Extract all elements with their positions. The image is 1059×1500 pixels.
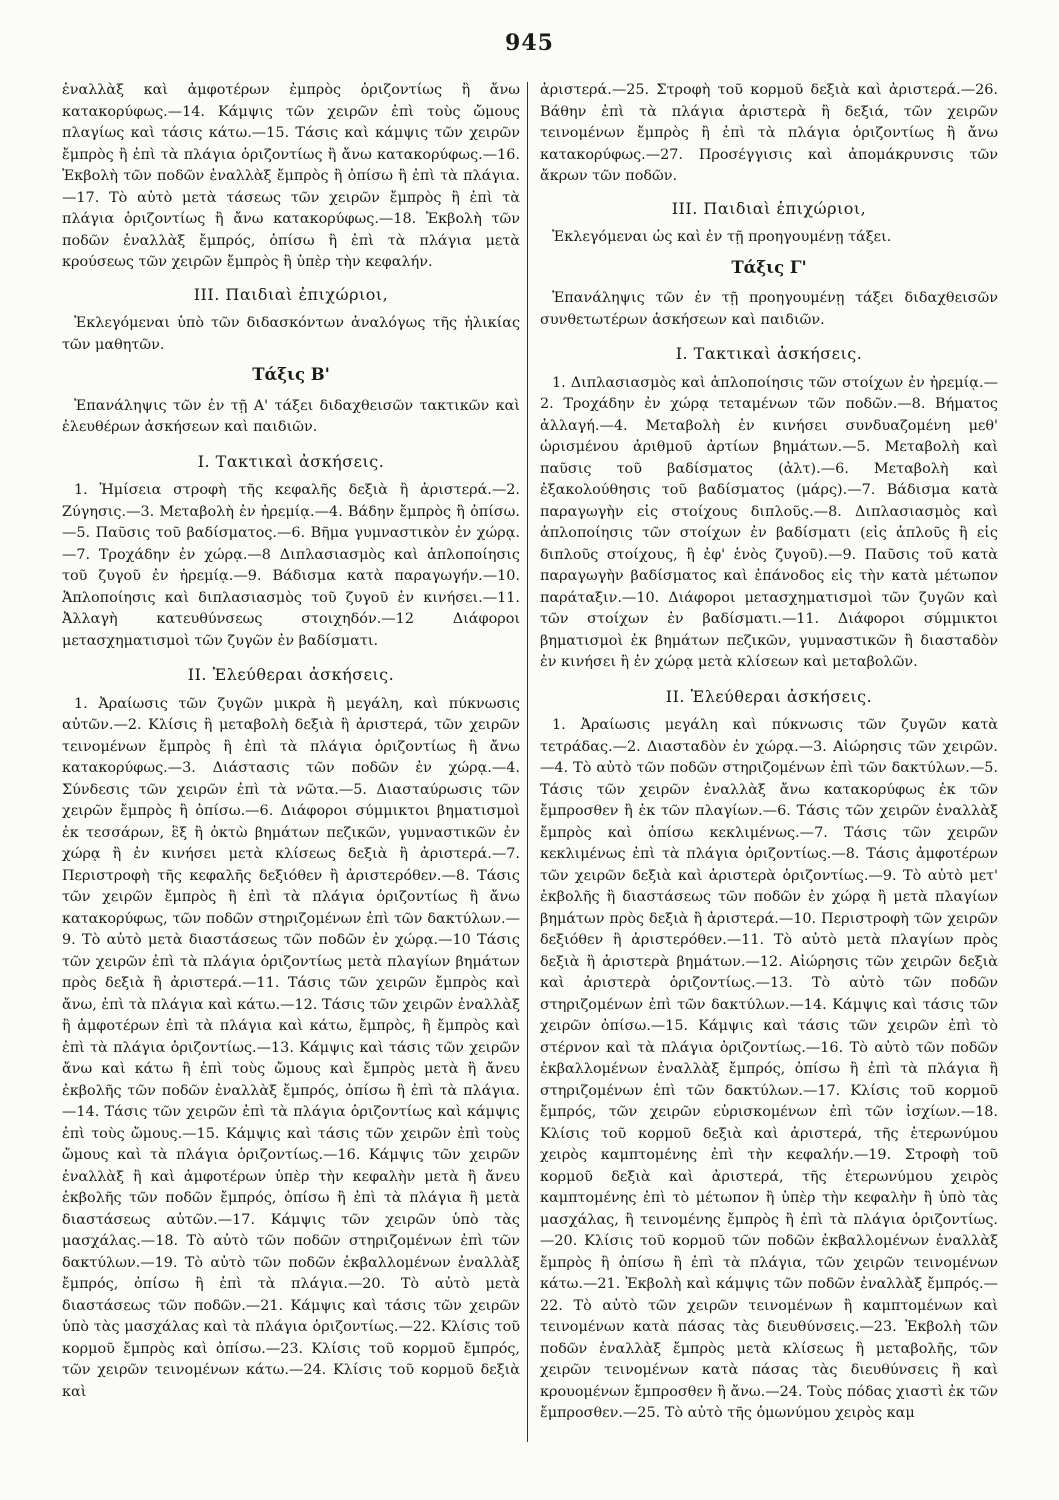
- section-heading-games: III. Παιδιαὶ ἐπιχώριοι,: [193, 284, 389, 304]
- class-heading: Τάξις Γ': [731, 257, 807, 277]
- paragraph: 1. Ἡμίσεια στροφὴ τῆς κεφαλῆς δεξιὰ ἢ ἀριστερά.—2. Ζύγησις.—3. Μεταβολὴ ἐν ἠρεμίᾳ.—4. Βάδην ἔμπρὸς ἢ ὀπίσω.—5. Παῦσις τοῦ βαδίσματος.—6. Βῆμα γυμναστικὸν ἐν χώρᾳ.—7. Τροχάδην ἐν χώρᾳ.—8 Διπλασιασμὸς καὶ ἁπλοποίησις τοῦ ζυγοῦ ἐν ἠρεμίᾳ.—9. Βάδισμα κατὰ παραγωγήν.—10. Ἁπλοποίησις καὶ διπλασιασμὸς τοῦ ζυγοῦ ἐν κινήσει.—11. Ἀλλαγὴ κατευθύνσεως στοιχηδόν.—12 Διάφοροι μετασχηματισμοὶ τῶν ζυγῶν ἐν βαδίσματι.: [62, 482, 520, 649]
- paragraph: Ἐκλεγόμεναι ὑπὸ τῶν διδασκόντων ἀναλόγως τῆς ἡλικίας τῶν μαθητῶν.: [62, 315, 520, 353]
- right-column: [540, 80, 998, 1425]
- section-heading-tactical: I. Τακτικαὶ ἀσκήσεις.: [197, 451, 385, 471]
- column-divider: [527, 82, 528, 1442]
- class-heading: Τάξις Β': [252, 365, 330, 384]
- left-column: [62, 80, 520, 1403]
- section-heading-games: III. Παιδιαὶ ἐπιχώριοι,: [671, 198, 867, 218]
- paragraph: Ἐπανάληψις τῶν ἐν τῇ προηγουμένῃ τάξει διδαχθεισῶν συνθετωτέρων ἀσκήσεων καὶ παιδιῶν.: [540, 290, 998, 328]
- section-heading-free: II. Ἐλεύθεραι ἀσκήσεις.: [187, 665, 395, 684]
- paragraph: ἀριστερά.—25. Στροφὴ τοῦ κορμοῦ δεξιὰ καὶ ἀριστερά.—26. Βάθην ἐπὶ τὰ πλάγια ἀριστερὰ ἢ δεξιά, τῶν χειρῶν τεινομένων ἔμπρὸς ἢ ἐπὶ τὰ πλάγια ὁριζοντίως ἢ ἄνω κατακορύφως.—27. Προσέγγισις καὶ ἀπομάκρυνσις τῶν ἄκρων τῶν ποδῶν.: [540, 82, 998, 184]
- page-number: 945: [505, 30, 554, 56]
- section-heading-tactical: I. Τακτικαὶ ἀσκήσεις.: [675, 344, 863, 363]
- section-heading-free: II. Ἐλεύθεραι ἀσκήσεις.: [665, 686, 873, 706]
- paragraph: Ἐκλεγόμεναι ὡς καὶ ἐν τῇ προηγουμένῃ τάξει.: [552, 229, 892, 245]
- paragraph: 1. Διπλασιασμὸς καὶ ἁπλοποίησις τῶν στοίχων ἐν ἠρεμίᾳ.—2. Τροχάδην ἐν χώρᾳ τεταμένων τῶν ποδῶν.—8. Βήματος ἀλλαγή.—4. Μεταβολὴ ἐν κινήσει συνδυαζομένη μεθ' ὡρισμένου ἀριθμοῦ ἀρτίων βημάτων.—5. Μεταβολὴ καὶ παῦσις τοῦ βαδίσματος (ἀλτ).—6. Μεταβολὴ καὶ ἐξακολούθησις τοῦ βαδίσματος (μάρς).—7. Βάδισμα κατὰ παραγωγὴν εἰς στοίχους διπλοῦς.—8. Διπλασιασμὸς καὶ ἁπλοποίησις τῶν στοίχων ἐν βαδίσματι (εἰς ἁπλοῦς ἢ εἰς διπλοῦς στοίχους, ἢ ἐφ' ἑνὸς ζυγοῦ).—9. Παῦσις τοῦ κατὰ παραγωγὴν βαδίσματος καὶ ἐπάνοδος εἰς τὴν κατὰ μέτωπον παράταξιν.—10. Διάφοροι μετασχηματισμοὶ τῶν ζυγῶν καὶ τῶν στοίχων ἐν βαδίσματι.—11. Διάφοροι σύμμικτοι βηματισμοὶ ἐκ βημάτων πεζικῶν, γυμναστικῶν ἢ διασταδὸν ἐν κινήσει ἢ ἐν χώρᾳ μετὰ κλίσεων καὶ μεταβολῶν.: [540, 374, 998, 670]
- paragraph: Ἐπανάληψις τῶν ἐν τῇ Α' τάξει διδαχθεισῶν τακτικῶν καὶ ἐλευθέρων ἀσκήσεων καὶ παιδιῶν.: [62, 397, 520, 435]
- paragraph: ἐναλλὰξ καὶ ἀμφοτέρων ἐμπρὸς ὁριζοντίως ἢ ἄνω κατακορύφως.—14. Κάμψις τῶν χειρῶν ἐπὶ τοὺς ὤμους πλαγίως καὶ τάσις κάτω.—15. Τάσις καὶ κάμψις τῶν χειρῶν ἔμπρὸς ἢ ἐπὶ τὰ πλάγια ὁριζοντίως ἢ ἄνω κατακορύφως.—16. Ἐκβολὴ τῶν ποδῶν ἐναλλὰξ ἔμπρὸς ἢ ὀπίσω ἢ ἐπὶ τὰ πλάγια.—17. Τὸ αὐτὸ μετὰ τάσεως τῶν χειρῶν ἔμπρὸς ἢ ἐπὶ τὰ πλάγια ὁριζοντίως ἢ ἄνω κατακορύφως.—18. Ἐκβολὴ τῶν ποδῶν ἐναλλὰξ ἔμπρός, ὀπίσω ἢ ἐπὶ τὰ πλάγια μετὰ κρούσεως τῶν χειρῶν ἔμπρὸς ἢ ὑπὲρ τὴν κεφαλήν.: [62, 82, 520, 270]
- paragraph: 1. Ἀραίωσις τῶν ζυγῶν μικρὰ ἢ μεγάλη, καὶ πύκνωσις αὐτῶν.—2. Κλίσις ἢ μεταβολὴ δεξιὰ ἢ ἀριστερά, τῶν χειρῶν τεινομένων ἔμπρὸς ἢ ἐπὶ τὰ πλάγια ὁριζοντίως ἢ ἄνω κατακορύφως.—3. Διάστασις τῶν ποδῶν ἐν χώρᾳ.—4. Σύνδεσις τῶν χειρῶν ἐπὶ τὰ νῶτα.—5. Διασταύρωσις τῶν χειρῶν ἔμπρὸς ἢ ὀπίσω.—6. Διάφοροι σύμμικτοι βηματισμοὶ ἐκ τεσσάρων, ἓξ ἢ ὀκτὼ βημάτων πεζικῶν, γυμναστικῶν ἐν χώρᾳ ἢ ἐν κινήσει μετὰ κλίσεως δεξιὰ ἢ ἀριστερά.—7. Περιστροφὴ τῆς κεφαλῆς δεξιόθεν ἢ ἀριστερόθεν.—8. Τάσις τῶν χειρῶν ἔμπρὸς ἢ ἐπὶ τὰ πλάγια ὁριζοντίως ἢ ἄνω κατακορύφως, τῶν ποδῶν στηριζομένων ἐπὶ τῶν δακτύλων.—9. Τὸ αὐτὸ μετὰ διαστάσεως τῶν ποδῶν ἐν χώρᾳ.—10 Τάσις τῶν χειρῶν ἐπὶ τὰ πλάγια ὁριζοντίως μετὰ πλαγίων βημάτων πρὸς δεξιὰ ἢ ἀριστερά.—11. Τάσις τῶν χειρῶν ἔμπρὸς καὶ ἄνω, ἐπὶ τὰ πλάγια καὶ κάτω.—12. Τάσις τῶν χειρῶν ἐναλλὰξ ἢ ἀμφοτέρων ἐπὶ τὰ πλάγια καὶ κάτω, ἔμπρὸς, ἢ ἔμπρὸς καὶ ἐπὶ τὰ πλάγια ὁριζοντίως.—13. Κάμψις καὶ τάσις τῶν χειρῶν ἄνω καὶ κάτω ἢ ἐπὶ τοὺς ὤμους καὶ ἔμπρὸς μετὰ ἢ ἄνευ ἐκβολῆς τῶν ποδῶν ἐναλλὰξ ἔμπρός, ὀπίσω ἢ ἐπὶ τὰ πλάγια.—14. Τάσις τῶν χειρῶν ἐπὶ τὰ πλάγια ὁριζοντίως καὶ κάμψις ἐπὶ τοὺς ὤμους.—15. Κάμψις καὶ τάσις τῶν χειρῶν ἐπὶ τοὺς ὤμους καὶ τὰ πλάγια ὁριζοντίως.—16. Κάμψις τῶν χειρῶν ἐναλλὰξ ἢ καὶ ἀμφοτέρων ὑπὲρ τὴν κεφαλὴν μετὰ ἢ ἄνευ ἐκβολῆς τῶν ποδῶν ἔμπρός, ὀπίσω ἢ ἐπὶ τὰ πλάγια ἢ μετὰ διαστάσεως αὐτῶν.—17. Κάμψις τῶν χειρῶν ὑπὸ τὰς μασχάλας.—18. Τὸ αὐτὸ τῶν ποδῶν στηριζομένων ἐπὶ τῶν δακτύλων.—19. Τὸ αὐτὸ τῶν ποδῶν ἐκβαλλομένων ἐναλλὰξ ἔμπρός, ὀπίσω ἢ ἐπὶ τὰ πλάγια.—20. Τὸ αὐτὸ μετὰ διαστάσεως τῶν ποδῶν.—21. Κάμψις καὶ τάσις τῶν χειρῶν ὑπὸ τὰς μασχάλας καὶ τὰ πλάγια ὁριζοντίως.—22. Κλίσις τοῦ κορμοῦ ἔμπρὸς καὶ ὀπίσω.—23. Κλίσις τοῦ κορμοῦ ἔμπρός, τῶν χειρῶν τεινομένων κάτω.—24. Κλίσις τοῦ κορμοῦ δεξιὰ καὶ: [62, 695, 520, 1400]
- paragraph: 1. Ἀραίωσις μεγάλη καὶ πύκνωσις τῶν ζυγῶν κατὰ τετράδας.—2. Διασταδὸν ἐν χώρᾳ.—3. Αἰώρησις τῶν χειρῶν.—4. Τὸ αὐτὸ τῶν ποδῶν στηριζομένων ἐπὶ τῶν δακτύλων.—5. Τάσις τῶν χειρῶν ἐναλλὰξ ἄνω κατακορύφως ἐκ τῶν ἔμπροσθεν ἢ ἐκ τῶν πλαγίων.—6. Τάσις τῶν χειρῶν ἐναλλὰξ ἔμπρὸς καὶ ὀπίσω κεκλιμένως.—7. Τάσις τῶν χειρῶν κεκλιμένως ἐπὶ τὰ πλάγια ὁριζοντίως.—8. Τάσις ἀμφοτέρων τῶν χειρῶν δεξιὰ καὶ ἀριστερὰ ὁριζοντίως.—9. Τὸ αὐτὸ μετ' ἐκβολῆς ἢ διαστάσεως τῶν ποδῶν ἐν χώρᾳ ἢ μετὰ πλαγίων βημάτων πρὸς δεξιὰ ἢ ἀριστερά.—10. Περιστροφὴ τῶν χειρῶν δεξιόθεν ἢ ἀριστερόθεν.—11. Τὸ αὐτὸ μετὰ πλαγίων πρὸς δεξιὰ ἢ ἀριστερὰ βημάτων.—12. Αἰώρησις τῶν χειρῶν δεξιὰ καὶ ἀριστερὰ ὁριζοντίως.—13. Τὸ αὐτὸ τῶν ποδῶν στηριζομένων ἐπὶ τῶν δακτύλων.—14. Κάμψις καὶ τάσις τῶν χειρῶν ὀπίσω.—15. Κάμψις καὶ τάσις τῶν χειρῶν ἐπὶ τὸ στέρνον καὶ τὰ πλάγια ὁριζοντίως.—16. Τὸ αὐτὸ τῶν ποδῶν ἐκβαλλομένων ἐναλλὰξ ἔμπρός, ὀπίσω ἢ ἐπὶ τὰ πλάγια ἢ στηριζομένων ἐπὶ τῶν δακτύλων.—17. Κλίσις τοῦ κορμοῦ ἔμπρός, τῶν χειρῶν εὑρισκομένων ἐπὶ τῶν ἰσχίων.—18. Κλίσις τοῦ κορμοῦ δεξιὰ καὶ ἀριστερά, τῆς ἑτερωνύμου χειρὸς καμπτομένης ἐπὶ τὴν κεφαλήν.—19. Στροφὴ τοῦ κορμοῦ δεξιὰ καὶ ἀριστερά, τῆς ἑτερωνύμου χειρὸς καμπτομένης ἐπὶ τὸ μέτωπον ἢ ὑπὲρ τὴν κεφαλὴν ἢ ὑπὸ τὰς μασχάλας, ἢ τεινομένης ἔμπρὸς ἢ ἐπὶ τὰ πλάγια ὁριζοντίως.—20. Κλίσις τοῦ κορμοῦ τῶν ποδῶν ἐκβαλλομένων ἐναλλὰξ ἔμπρὸς ἢ ὀπίσω ἢ ἐπὶ τὰ πλάγια, τῶν χειρῶν τεινομένων κάτω.—21. Ἐκβολὴ καὶ κάμψις τῶν ποδῶν ἐναλλὰξ ἔμπρός.—22. Τὸ αὐτὸ τῶν χειρῶν τεινομένων ἢ καμπτομένων καὶ τεινομένων κατὰ πάσας τὰς διευθύνσεις.—23. Ἐκβολὴ τῶν ποδῶν ἐναλλὰξ ἔμπρὸς μετὰ κλίσεως ἢ μεταβολῆς, τῶν χειρῶν τεινομένων κατὰ πάσας τὰς διευθύνσεις ἢ καὶ κρουομένων ἔμπροσθεν ἢ ἄνω.—24. Τοὺς πόδας χιαστὶ ἐκ τῶν ἔμπροσθεν.—25. Τὸ αὐτὸ τῆς ὁμωνύμου χειρὸς καμ: [540, 717, 998, 1421]
